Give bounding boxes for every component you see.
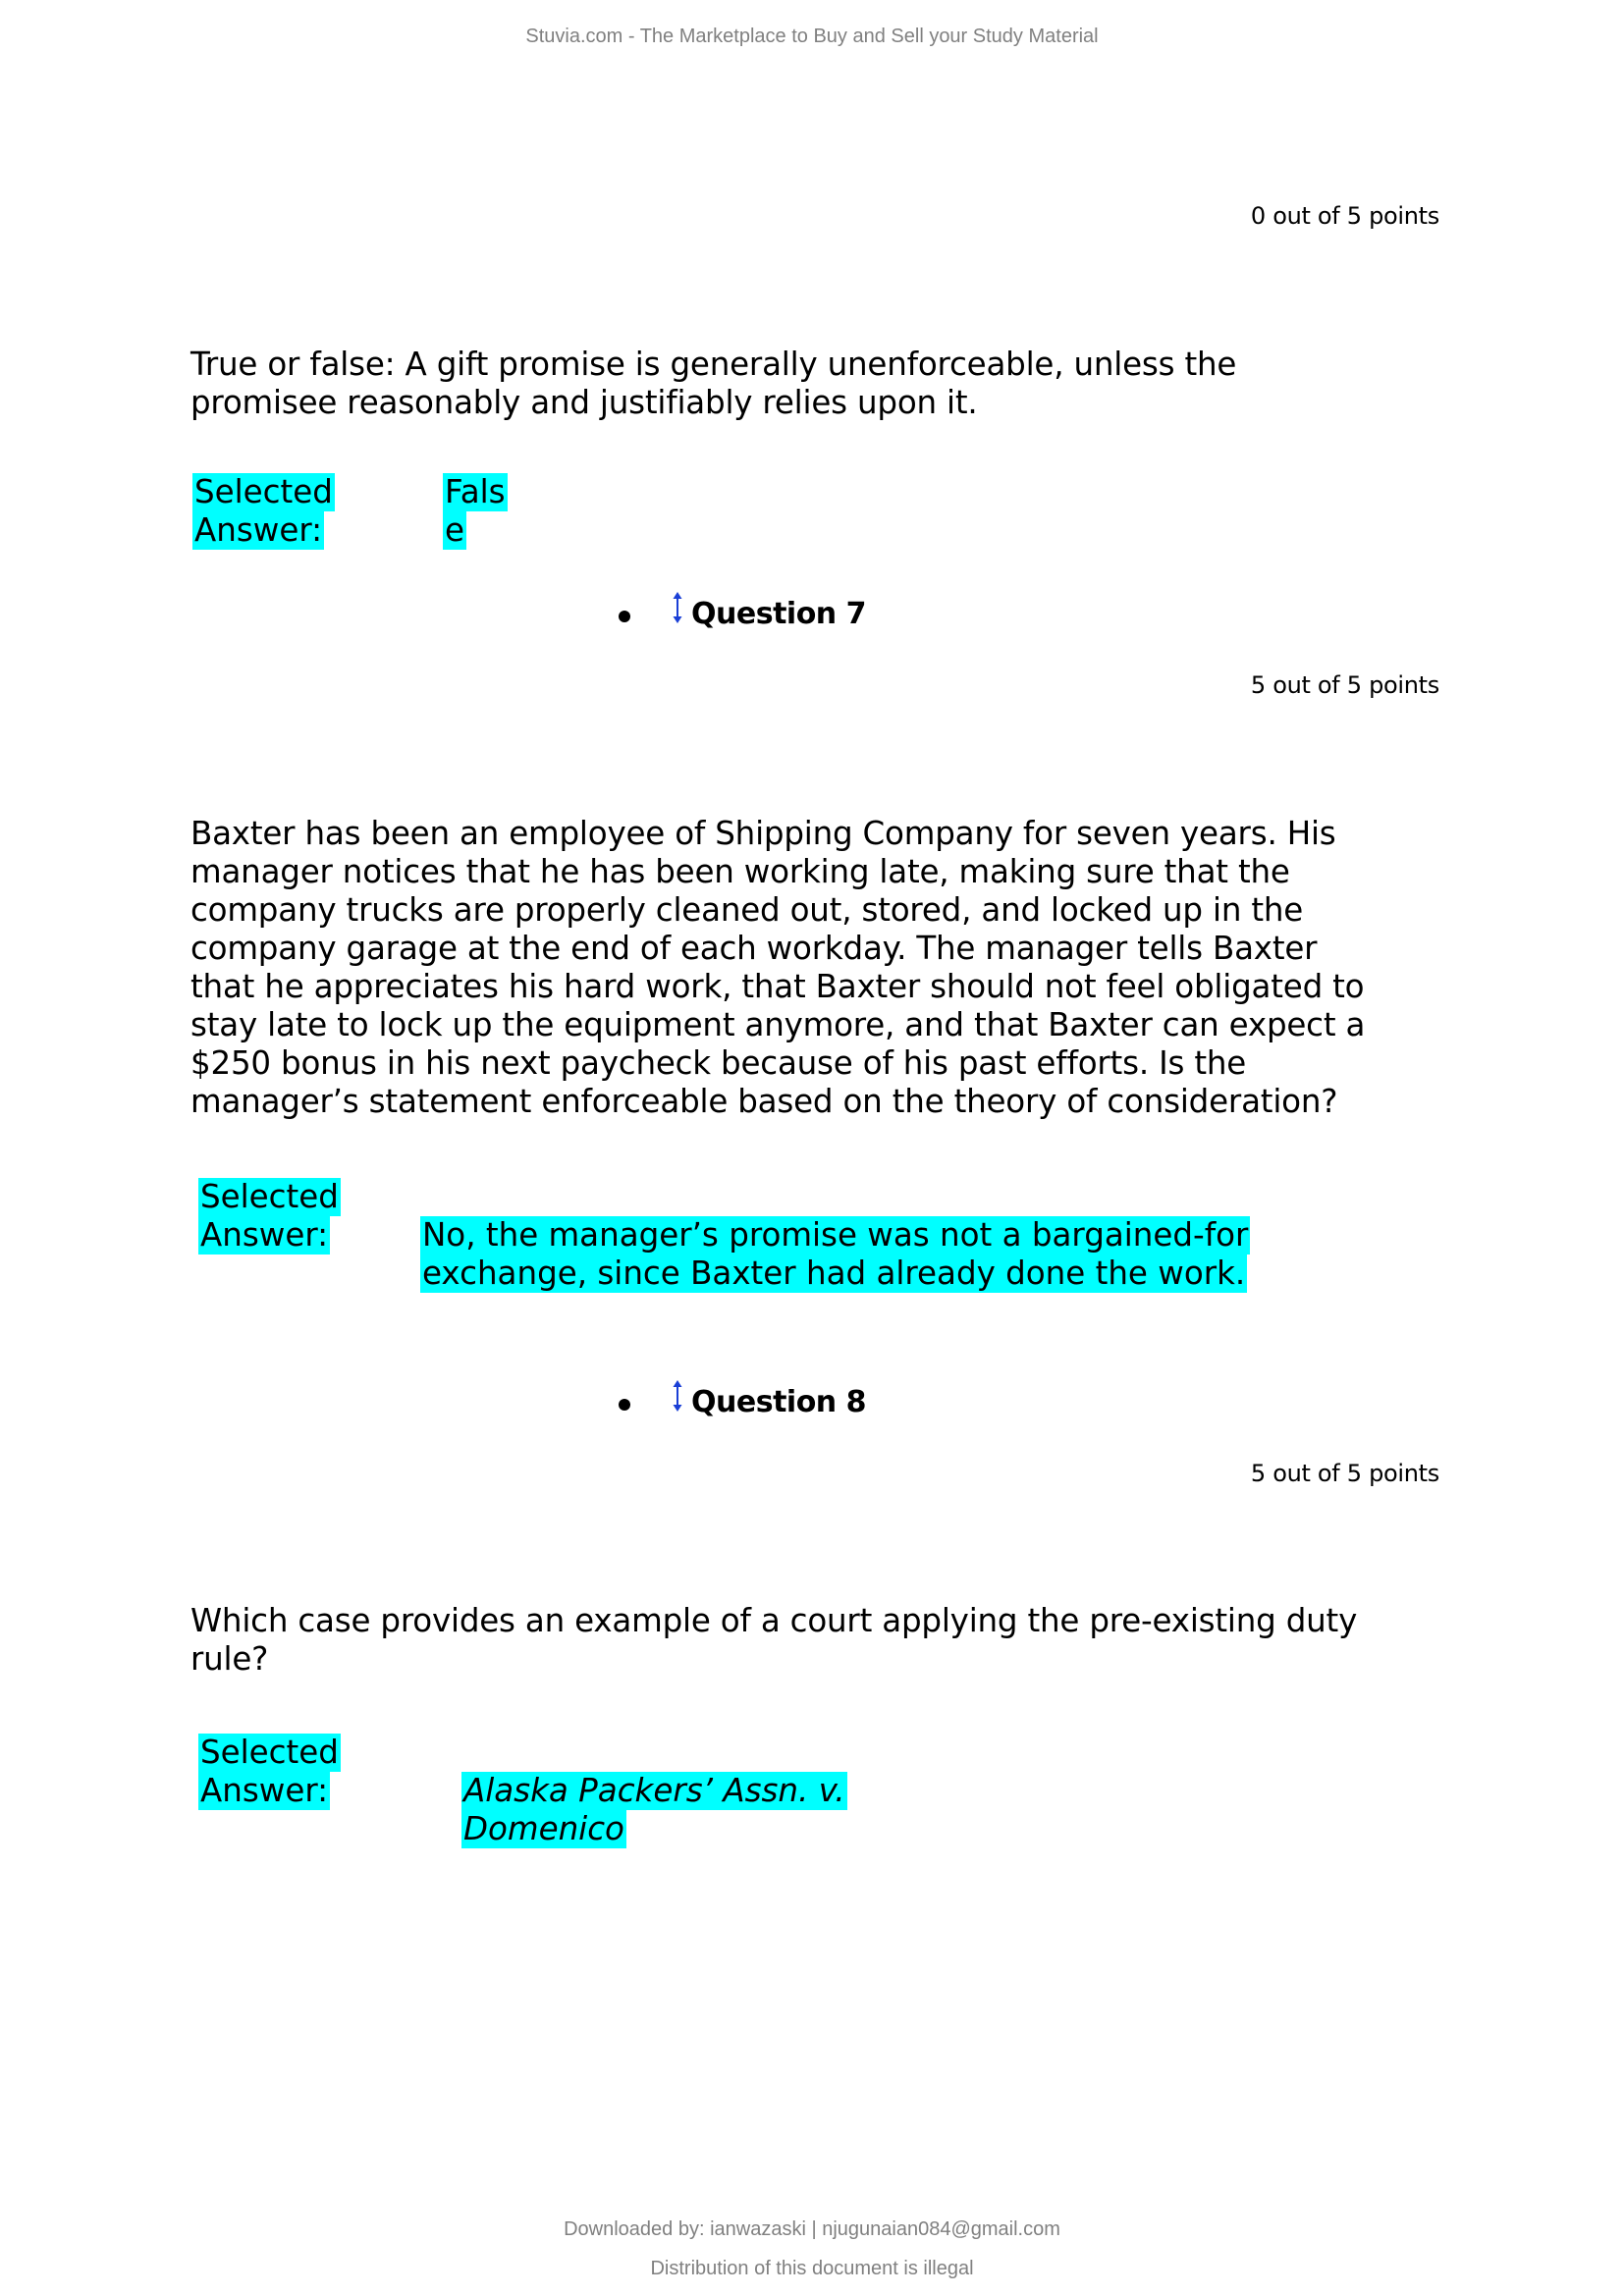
question7-title: Question 7 [691, 596, 866, 631]
question7-text-line: that he appreciates his hard work, that Baxter should not feel obligated to [190, 968, 1365, 1005]
question6-selected-answer-label [192, 473, 335, 550]
question7-text-line: $250 bonus in his next paycheck because of his past efforts. Is the [190, 1044, 1247, 1082]
answer-line: e [445, 511, 464, 549]
question7-heading [619, 589, 866, 638]
question7-selected-answer-label [198, 1178, 341, 1255]
question6-points: 0 out of 5 points [1250, 202, 1439, 230]
question8-title: Question 8 [691, 1384, 866, 1419]
answer-line: Alaska Packers’ Assn. v. [463, 1772, 845, 1809]
question7-points: 5 out of 5 points [1250, 671, 1439, 699]
header-watermark: Stuvia.com - The Marketplace to Buy and Sell your Study Material [525, 26, 1099, 47]
question8-selected-answer-label [198, 1734, 341, 1810]
question8-text-line: Which case provides an example of a court applying the pre-existing duty [190, 1602, 1358, 1639]
question8-text [190, 1602, 1467, 1679]
selected-label-line: Answer: [200, 1216, 329, 1254]
selected-label-line: Selected [200, 1178, 339, 1215]
question6-text-line: promisee reasonably and justifiably relies upon it. [190, 384, 978, 421]
question8-heading [619, 1377, 866, 1426]
question7-text-line: company trucks are properly cleaned out, stored, and locked up in the [190, 891, 1304, 929]
footer-distribution-notice: Distribution of this document is illegal [650, 2258, 974, 2279]
footer-downloaded-by: Downloaded by: ianwazaski | njugunaian084@gmail.com [564, 2218, 1060, 2240]
bullet-icon [619, 1399, 630, 1411]
question7-text-line: stay late to lock up the equipment anymore, and that Baxter can expect a [190, 1006, 1366, 1043]
selected-label-line: Answer: [200, 1772, 329, 1809]
selected-label-line: Answer: [194, 511, 323, 549]
answer-line: No, the manager’s promise was not a bargained-for [422, 1216, 1249, 1254]
reorder-arrows-icon[interactable] [672, 592, 683, 623]
question8-selected-answer [461, 1772, 847, 1848]
answer-line: Fals [445, 473, 506, 510]
bullet-icon [619, 611, 630, 622]
reorder-arrows-icon[interactable] [672, 1380, 683, 1412]
selected-label-line: Selected [200, 1734, 339, 1771]
question6-selected-answer [443, 473, 508, 550]
answer-line: Domenico [463, 1810, 624, 1847]
question7-text-line: Baxter has been an employee of Shipping Company for seven years. His [190, 815, 1336, 852]
question6-text-line: True or false: A gift promise is generally unenforceable, unless the [190, 346, 1237, 383]
question6-text [190, 346, 1467, 422]
question8-text-line: rule? [190, 1640, 269, 1678]
question8-points: 5 out of 5 points [1250, 1460, 1439, 1487]
question7-text [190, 815, 1467, 1121]
question7-text-line: manager notices that he has been working late, making sure that the [190, 853, 1290, 890]
question7-selected-answer [420, 1216, 1250, 1293]
question7-text-line: company garage at the end of each workday. The manager tells Baxter [190, 930, 1318, 967]
question7-text-line: manager’s statement enforceable based on the theory of consideration? [190, 1083, 1338, 1120]
answer-line: exchange, since Baxter had already done the work. [422, 1255, 1246, 1292]
selected-label-line: Selected [194, 473, 333, 510]
